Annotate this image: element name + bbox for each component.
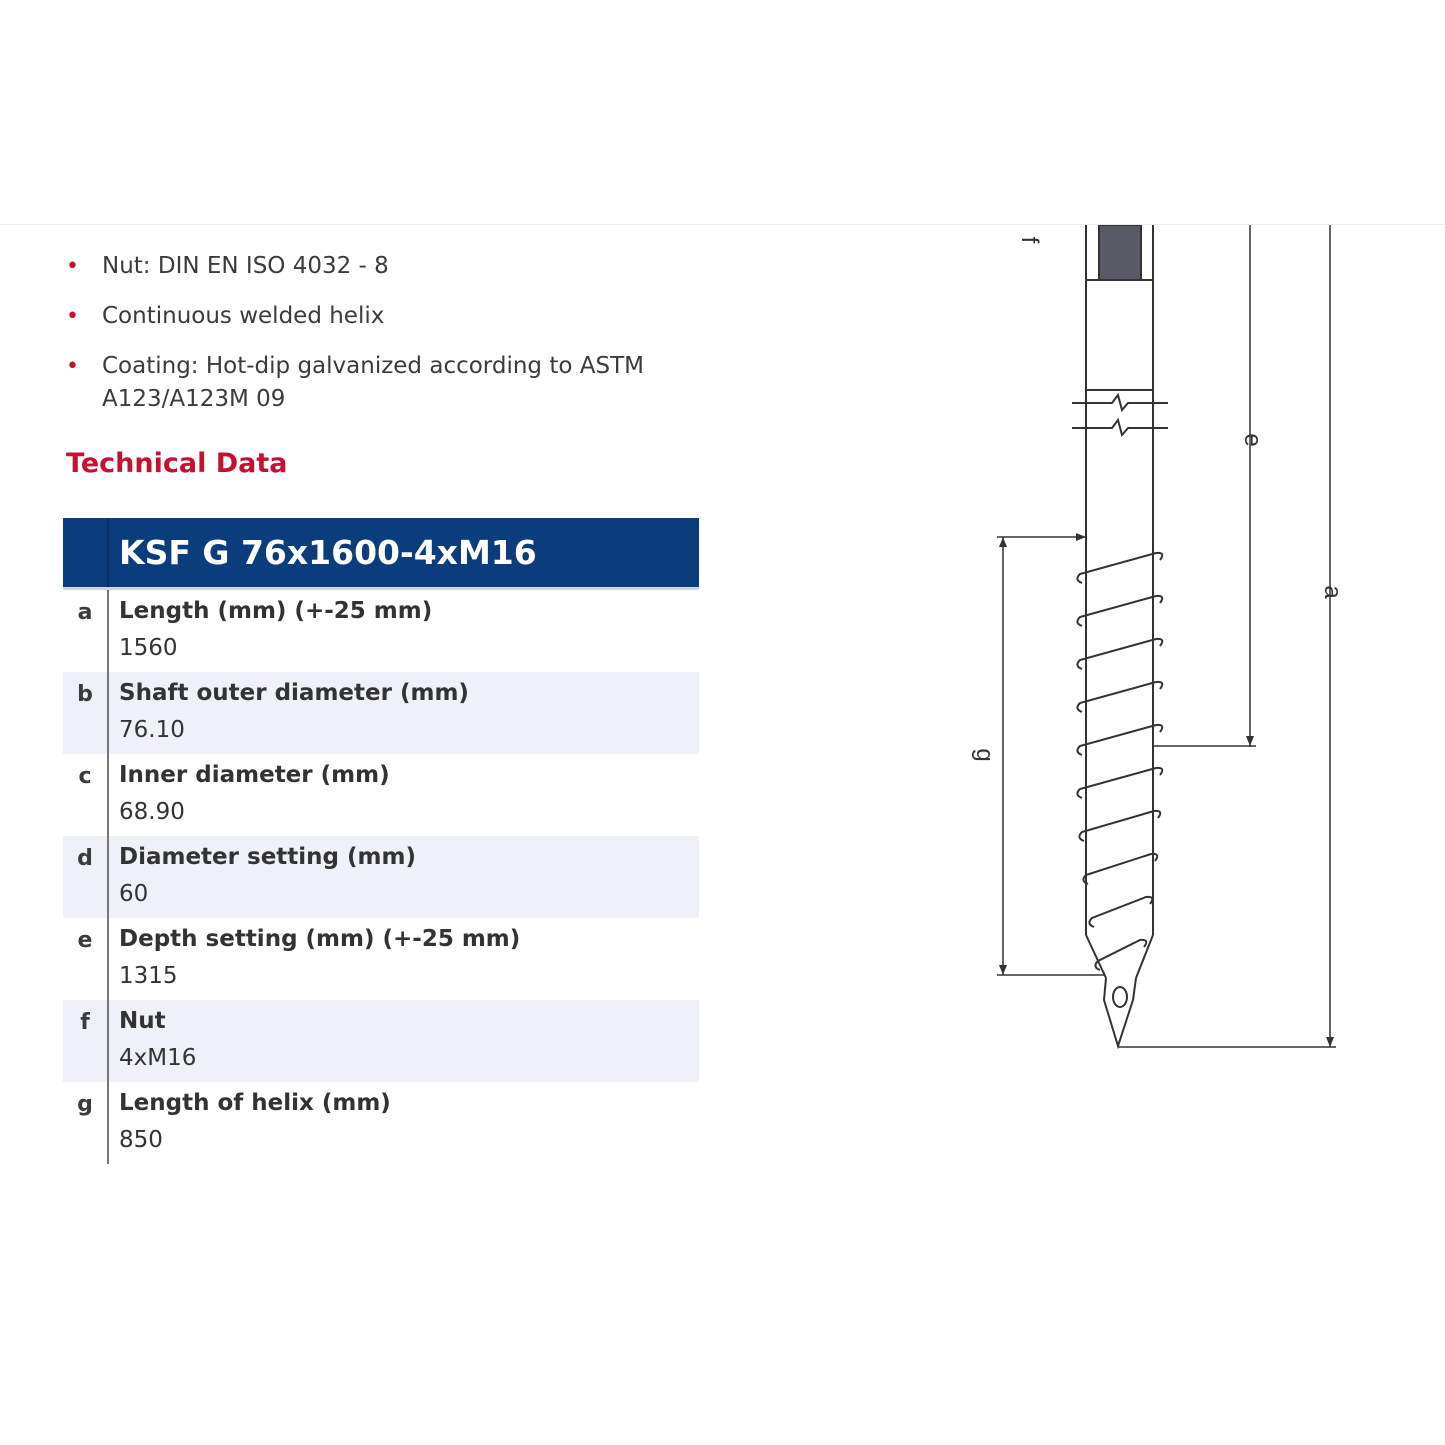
nut-section — [1099, 225, 1141, 280]
row-letter: f — [63, 1000, 108, 1082]
row-value: 1315 — [119, 962, 178, 989]
row-letter: d — [63, 836, 108, 918]
row-label: Length (mm) (+-25 mm) — [119, 597, 433, 624]
row-letter: e — [63, 918, 108, 1000]
header-letter-cell — [63, 518, 108, 588]
ground-screw-drawing — [960, 225, 1360, 1065]
tip-slot — [1113, 987, 1127, 1007]
dimension-label-g: g — [971, 748, 998, 762]
row-label: Depth setting (mm) (+-25 mm) — [119, 925, 521, 952]
row-label: Length of helix (mm) — [119, 1089, 391, 1116]
table-row — [63, 836, 699, 918]
table-row — [63, 1000, 699, 1082]
feature-item — [62, 250, 702, 283]
taper-left — [1086, 935, 1106, 978]
table-row — [63, 754, 699, 836]
feature-text: Coating: Hot-dip galvanized according to ASTM A123/A123M 09 — [102, 353, 644, 412]
feature-item — [62, 300, 702, 333]
table-row — [63, 918, 699, 1000]
dimension-arrows — [999, 533, 1334, 1047]
bullet-icon: • — [66, 354, 79, 379]
row-label: Diameter setting (mm) — [119, 843, 416, 870]
row-value: 76.10 — [119, 716, 185, 743]
bullet-icon: • — [66, 254, 79, 279]
row-value: 68.90 — [119, 798, 185, 825]
feature-item — [62, 350, 702, 416]
row-value: 1560 — [119, 634, 178, 661]
feature-list — [62, 250, 702, 433]
helix — [1077, 553, 1162, 970]
row-letter: a — [63, 588, 108, 672]
spec-table — [63, 518, 699, 1164]
model-name: KSF G 76x1600-4xM16 — [119, 532, 537, 572]
row-label: Nut — [119, 1007, 166, 1034]
row-value: 60 — [119, 880, 149, 907]
row-letter: b — [63, 672, 108, 754]
tip — [1104, 978, 1136, 1046]
bullet-icon: • — [66, 304, 79, 329]
dimension-lines — [997, 225, 1336, 1047]
table-row — [63, 588, 699, 672]
feature-text: Continuous welded helix — [102, 303, 385, 329]
row-letter: g — [63, 1082, 108, 1164]
dimension-label-a: a — [1319, 585, 1346, 599]
dimension-label-e: e — [1239, 433, 1266, 447]
row-letter: c — [63, 754, 108, 836]
row-label: Shaft outer diameter (mm) — [119, 679, 469, 706]
row-value: 850 — [119, 1126, 163, 1153]
feature-text: Nut: DIN EN ISO 4032 - 8 — [102, 253, 389, 279]
table-row — [63, 1082, 699, 1164]
section-title: Technical Data — [66, 448, 288, 479]
table-row — [63, 672, 699, 754]
dimension-label-f: f — [1016, 236, 1043, 244]
row-value: 4xM16 — [119, 1044, 197, 1071]
row-label: Inner diameter (mm) — [119, 761, 390, 788]
table-header — [63, 518, 699, 588]
